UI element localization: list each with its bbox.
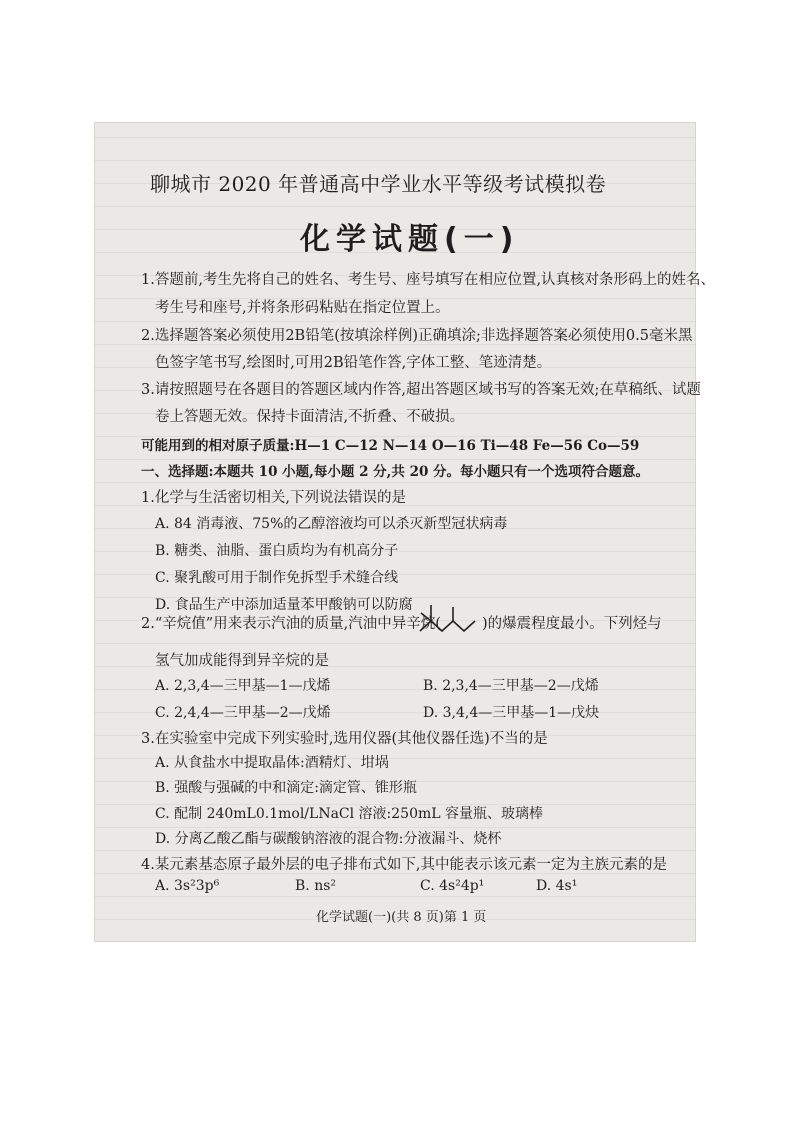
question-4-option-d: D. 4s¹ <box>536 878 578 894</box>
exam-title: 聊城市 2020 年普通高中学业水平等级考试模拟卷 <box>150 172 607 196</box>
instruction-line: 2.选择题答案必须使用2B铅笔(按填涂样例)正确填涂;非选择题答案必须使用0.5毫米黑 <box>141 328 693 344</box>
question-4-option-b: B. ns² <box>295 878 337 894</box>
question-3-stem: 3.在实验室中完成下列实验时,选用仪器(其他仪器任选)不当的是 <box>141 731 548 747</box>
question-1-option-b: B. 糖类、油脂、蛋白质均为有机高分子 <box>155 543 399 559</box>
question-2-stem-continued: )的爆震程度最小。下列烃与 <box>482 616 662 632</box>
section-heading: 一、选择题:本题共 10 小题,每小题 2 分,共 20 分。每小题只有一个选项符合题意。 <box>141 464 650 480</box>
question-1-option-a: A. 84 消毒液、75%的乙醇溶液均可以杀灭新型冠状病毒 <box>155 516 508 532</box>
isooctane-structure <box>418 601 480 635</box>
question-1-option-c: C. 聚乳酸可用于制作免拆型手术缝合线 <box>155 570 399 586</box>
question-2-stem-end: 氢气加成能得到异辛烷的是 <box>155 653 329 669</box>
atomic-masses: 可能用到的相对原子质量:H—1 C—12 N—14 O—16 Ti—48 Fe—56 Co—59 <box>141 438 640 454</box>
question-3-option-a: A. 从食盐水中提取晶体:酒精灯、坩埚 <box>155 755 389 771</box>
question-4-option-c: C. 4s²4p¹ <box>420 878 485 894</box>
question-2-option-c: C. 2,4,4—三甲基—2—戊烯 <box>155 705 331 721</box>
question-2-stem: 2.“辛烷值”用来表示汽油的质量,汽油中异辛烷( <box>141 616 441 632</box>
question-3-option-c: C. 配制 240mL0.1mol/LNaCl 溶液:250mL 容量瓶、玻璃棒 <box>155 806 544 822</box>
page-footer: 化学试题(一)(共 8 页)第 1 页 <box>316 910 487 925</box>
instruction-line: 考生号和座号,并将条形码粘贴在指定位置上。 <box>155 300 450 316</box>
question-2-option-d: D. 3,4,4—三甲基—1—戊炔 <box>423 705 600 721</box>
question-1-stem: 1.化学与生活密切相关,下列说法错误的是 <box>141 490 406 506</box>
instruction-line: 卷上答题无效。保持卡面清洁,不折叠、不破损。 <box>155 409 465 425</box>
instruction-line: 1.答题前,考生先将自己的姓名、考生号、座号填写在相应位置,认真核对条形码上的姓名、 <box>141 272 716 288</box>
instruction-line: 3.请按照题号在各题目的答题区域内作答,超出答题区域书写的答案无效;在草稿纸、试题 <box>141 382 701 398</box>
question-4-option-a: A. 3s²3p⁶ <box>155 878 220 894</box>
question-4-stem: 4.某元素基态原子最外层的电子排布式如下,其中能表示该元素一定为主族元素的是 <box>141 857 667 873</box>
instruction-line: 色签字笔书写,绘图时,可用2B铅笔作答,字体工整、笔迹清楚。 <box>155 355 552 371</box>
question-2-option-b: B. 2,3,4—三甲基—2—戊烯 <box>423 678 599 694</box>
question-3-option-b: B. 强酸与强碱的中和滴定:滴定管、锥形瓶 <box>155 780 417 796</box>
exam-subtitle: 化学试题(一) <box>300 222 520 257</box>
question-3-option-d: D. 分离乙酸乙酯与碳酸钠溶液的混合物:分液漏斗、烧杯 <box>155 831 502 847</box>
question-1-option-d: D. 食品生产中添加适量苯甲酸钠可以防腐 <box>155 597 413 613</box>
question-2-option-a: A. 2,3,4—三甲基—1—戊烯 <box>155 678 331 694</box>
